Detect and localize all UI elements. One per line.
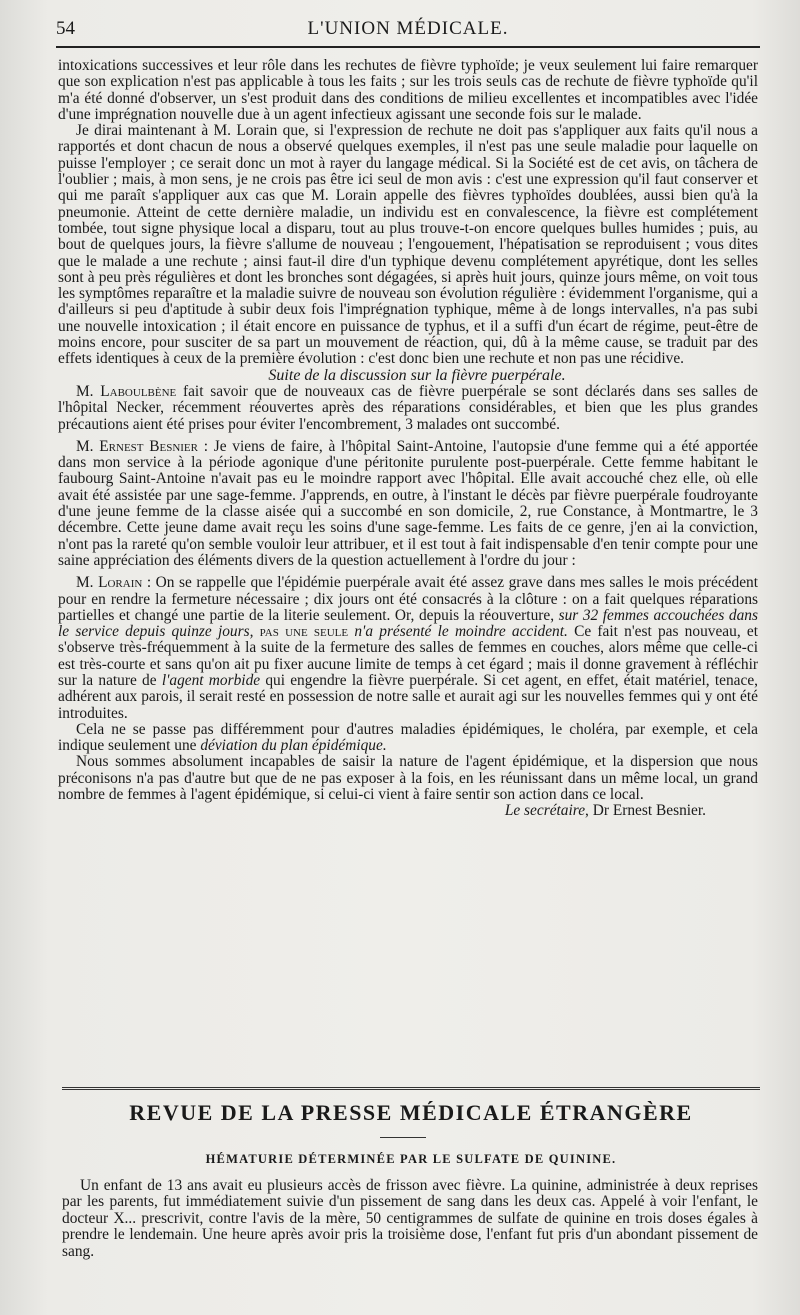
signature-name: , Dr Ernest Besnier. (585, 802, 706, 820)
discussion-subheading: Suite de la discussion sur la fièvre puerpérale. (268, 366, 566, 384)
short-rule (380, 1137, 426, 1138)
section-rule (62, 1087, 760, 1093)
paragraph-text: Cela ne se passe pas différemment pour d'autres maladies épidémiques, le choléra, par exemple, et cela indique seulement une (58, 720, 758, 755)
emphasis-text: n'a présenté le moindre accident. (354, 623, 568, 641)
page-number: 54 (56, 18, 75, 39)
emphasis-text: déviation du plan épidémique. (200, 737, 387, 755)
paragraph-lorain (58, 575, 758, 722)
emphasis-text: sur 32 femmes accouchées dans le service depuis quinze jours, (58, 606, 758, 641)
paragraph-cholera (58, 722, 758, 755)
main-text (58, 58, 758, 820)
paragraph-besnier (58, 439, 758, 569)
article-body (62, 1178, 758, 1260)
speaker-text: : On se rappelle que l'épidémie puerpérale avait été assez grave dans mes salles le mois précédent pour en rendre la fermeture nécessaire ; dix jours ont été consacrés à la clôture : on a fait quelques réparations partielles et changé une partie de la literie seulement. Or, depuis la réouverture, (58, 574, 758, 624)
speaker-text: qui engendre la fièvre puerpérale. Si cet agent, en effet, était matériel, tenace, adhérent aux parois, il serait resté en possession de notre salle et aurait agi sur les nouvelles femmes qui y ont été introduites. (58, 671, 759, 722)
section-title: REVUE DE LA PRESSE MÉDICALE ÉTRANGÈRE (129, 1100, 693, 1125)
header-rule (56, 46, 760, 48)
paragraph-continuation: intoxications successives et leur rôle dans les rechutes de fièvre typhoïde; je veux seulement lui faire remarquer que son explication n'est pas applicable à tous les faits ; sur les trois seuls cas de rechute de fièvre typhoïde qu'il m'a été donné d'observer, un s'est produit dans des conditions de milieu excellentes et incompatibles avec l'idée d'une imprégnation nouvelle due à un agent infectieux agissant une seconde fois sur le malade. (58, 57, 758, 123)
emphasis-text: l'agent morbide (161, 671, 261, 689)
paragraph-dispersion: Nous sommes absolument incapables de saisir la nature de l'agent épidémique, et la dispersion que nous préconisons n'a pas d'autre but que de ne pas exposer à la fois, en les réunissant dans un même local, un grand nombre de femmes à l'agent épidémique, si celui-ci vient à faire sentir son action dans ce local. (58, 753, 758, 804)
page-header (56, 14, 760, 46)
signature (58, 803, 758, 819)
signature-role: Le secrétaire (504, 802, 586, 820)
speaker-name: M. Ernest Besnier (76, 437, 198, 455)
journal-title: L'UNION MÉDICALE. (307, 18, 509, 39)
speaker-text: Ce fait n'est pas nouveau, et s'observe très-fréquemment à la suite de la fermeture des salles de femmes en couches, alors même que celle-ci est très-courte et sans qu'on ait pu fixer aucune limite de temps à cet égard ; mais il donne gravement à réfléchir sur la nature de (58, 623, 758, 689)
speaker-text: : Je viens de faire, à l'hôpital Saint-Antoine, l'autopsie d'une femme qui a été apportée dans mon service à la période agonique d'une péritonite purulente post-puerpérale. Cette femme habitant le faubourg Saint-Antoine n'avait pas eu le moindre rapport avec l'hôpital. Elle avait accouché chez elle, où elle avait été assistée par une sage-femme. J'apprends, en outre, à l'instant le décès par fièvre puerpérale foudroyante d'une jeune femme de la classe aisée qui a succombé en son domicile, 2, rue Constance, à Montmartre, le 3 décembre. Cette jeune dame avait reçu les soins d'une sage-femme. Les faits de ce genre, j'en ai la conviction, n'ont pas la rareté qu'on semble vouloir leur attribuer, et il est tout à fait indispensable d'en tenir compte pour une saine appréciation des éléments divers de la question actuellement à l'ordre du jour : (58, 437, 759, 569)
speaker-name: M. Lorain (76, 574, 143, 592)
paragraph-laboulbene (58, 384, 758, 433)
article-paragraph: Un enfant de 13 ans avait eu plusieurs accès de frisson avec fièvre. La quinine, administrée à deux reprises par les parents, fut immédiatement suivie d'un pissement de sang dans les deux cas. Appelé à voir l'enfant, le docteur X... prescrivit, contre l'avis de la mère, 50 centigrammes de sulfate de quinine en trois doses égales à prendre le lendemain. Une heure après avoir pris la troisième dose, l'enfant fut pris d'un abondant pissement de sang. (62, 1177, 758, 1260)
paragraph-rechute: Je dirai maintenant à M. Lorain que, si l'expression de rechute ne doit pas s'appliquer aux faits qu'il nous a rapportés et dont chacun de nous a observé quelques exemples, il n'est pas une seule maladie pour laquelle on puisse l'employer ; ce serait donc un mot à rayer du langage médical. Si la Société est de cet avis, on tâchera de l'oublier ; mais, à mon sens, je ne crois pas être ici seul de mon avis : c'est une expression qu'il faut conserver et qui me paraît s'appliquer aux cas que M. Lorain appelle des fièvres typhoïdes doublées, aussi bien qu'à la pneumonie. Atteint de cette dernière maladie, un individu est en convalescence, la fièvre est complétement tombée, tout signe physique local a disparu, tout au plus trouve-t-on encore quelques bulles humides ; puis, au bout de quelques jours, la fièvre s'allume de nouveau ; l'engouement, l'hépatisation se reproduisent ; vous dites que le malade a une rechute ; ainsi faut-il dire d'un typhique devenu complétement apyrétique, dont les selles sont à peu près régulières et dont les bronches sont dégagées, si après huit jours, quinze jours même, on voit tous les symptômes reparaître et la maladie suivre de nouveau son évolution régulière : évidemment l'organisme, qui a d'ailleurs si peu d'aptitude à subir deux fois l'imprégnation typhique, même à de longs intervalles, n'a pas subi une nouvelle intoxication ; il était encore en puissance de typhus, et il a suffi d'un écart de régime, peut-être de moins encore, pour susciter de sa part un mouvement de réaction, qui, dû à la même cause, se traduit par des effets identiques à ceux de la première évolution : c'est donc bien une rechute et non pas une récidive. (58, 122, 758, 368)
emphasis-caps: pas une seule (253, 623, 355, 641)
article-title: HÉMATURIE DÉTERMINÉE PAR LE SULFATE DE QUININE. (205, 1152, 617, 1166)
speaker-name: M. Laboulbène (76, 382, 177, 400)
speaker-text: fait savoir que de nouveaux cas de fièvre puerpérale se sont déclarés dans ses salles de l'hôpital Necker, récemment réouvertes après des réparations considérables, et bien que les plus grandes précautions aient été prises pour éviter l'encombrement, 3 malades ont succombé. (58, 382, 758, 433)
